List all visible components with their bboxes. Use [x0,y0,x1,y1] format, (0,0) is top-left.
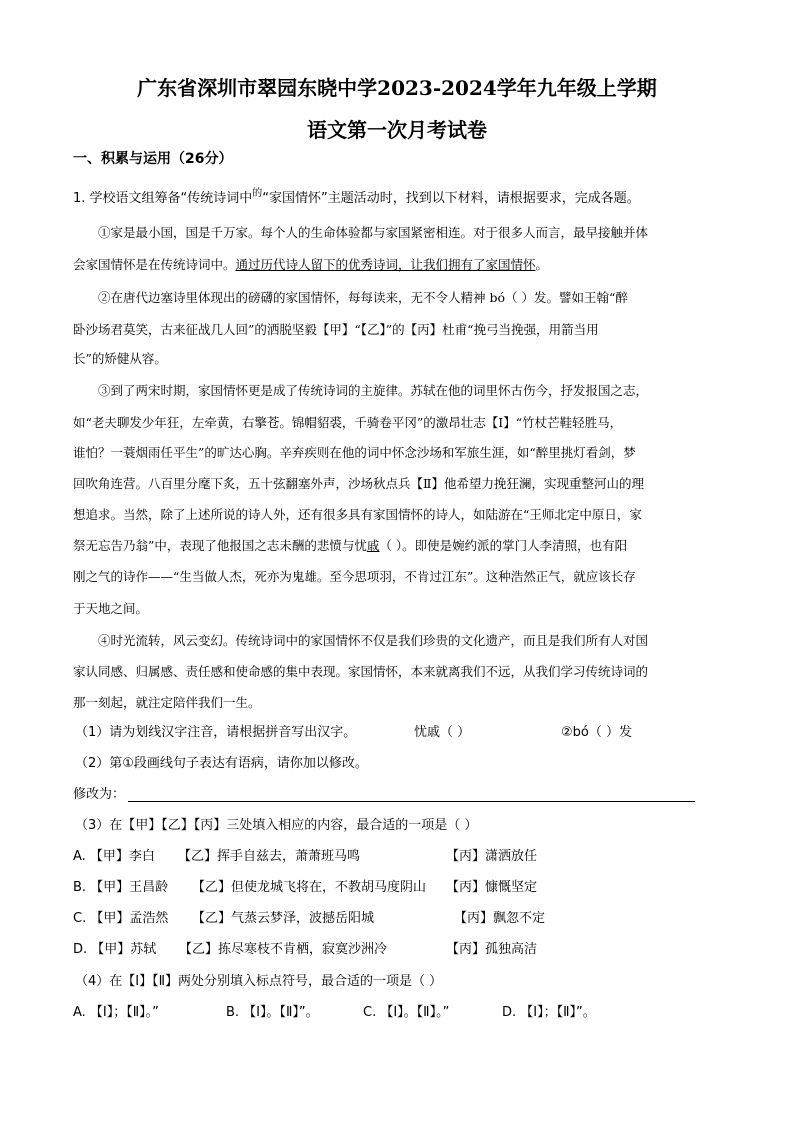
subq3-option-c-yi: 【乙】气蒸云梦泽，波撼岳阳城 [192,911,375,926]
para3-line4: 回吹角连营。八百里分麾下炙，五十弦翻塞外声，沙场秋点兵【Ⅱ】他希望力挽狂澜，实现重整河山的理 [73,476,644,491]
para4-line2: 家认同感、归属感、责任感和使命感的集中表现。家国情怀，本来就离我们不远，从我们学习传统诗词的 [73,664,649,679]
para4-line1: ④时光流转，风云变幻。传统诗词中的家国情怀不仅是我们珍贵的文化遗产，而且是我们所有人对国 [98,633,649,648]
para3-line5: 想追求。当然，除了上述所说的诗人外，还有很多具有家国情怀的诗人，如陆游在“王师北定中原日，家 [73,507,642,522]
subq4-option-a[interactable]: A. 【Ⅰ】；【Ⅱ】。” [73,1005,159,1020]
subq3-option-b-label[interactable]: B. 【甲】王昌龄 [73,880,169,895]
para3-line1: ③到了两宋时期，家国情怀更是成了传统诗词的主旋律。苏轼在他的词里怀古伤今，抒发报国之志， [98,383,649,398]
subq3-option-a-bing: 【丙】潇洒放任 [446,849,538,864]
subq4-prompt: （4）在【Ⅰ】【Ⅱ】两处分别填入标点符号，最合适的一项是（ ） [75,974,443,989]
subq3-option-c-label[interactable]: C. 【甲】孟浩然 [73,911,169,926]
subq3-option-b-yi: 【乙】但使龙城飞将在，不教胡马度阴山 [192,880,427,895]
subq3-option-d-label[interactable]: D. 【甲】苏轼 [73,942,157,957]
para3-marked-char: 戚 [366,538,380,553]
subq4-option-d[interactable]: D. 【Ⅰ】；【Ⅱ】”。 [502,1005,596,1020]
para3-line2: 如“老夫聊发少年狂，左牵黄，右擎苍。锦帽貂裘，千骑卷平冈”的激昂壮志【Ⅰ】“竹杖芒鞋轻胜马， [73,415,623,430]
subq4-option-b[interactable]: B. 【Ⅰ】。【Ⅱ】”。 [226,1005,319,1020]
para2-line1: ②在唐代边塞诗里体现出的磅礴的家国情怀，每每读来，无不令人精神 bó（ ）发。譬如王翰“醉 [98,290,628,305]
para1-text: 会家国情怀是在传统诗词中。 [73,257,236,272]
question-1-intro [73,190,640,209]
para3-line7: 刚之气的诗作——“生当做人杰，死亦为鬼雄。至今思项羽，不肯过江东”。这种浩然正气，就应该长存 [73,569,636,584]
subq1-prompt: （1）请为划线汉字注音，请根据拼音写出汉字。 [75,725,357,740]
subq3-option-a-label[interactable]: A. 【甲】李白 [73,849,155,864]
subq2-answer-line[interactable] [128,801,695,802]
subq1-blank-b[interactable]: ②bó（ ）发 [561,725,632,740]
para3-line6 [73,537,627,555]
para1-underlined-sentence: 通过历代诗人留下的优秀诗词，让我们拥有了家国情怀 [235,257,536,272]
para2-line3: 长”的矫健从容。 [73,351,167,366]
subq3-option-d-yi: 【乙】拣尽寒枝不肯栖，寂寞沙洲冷 [179,942,388,957]
subq2-prompt: （2）第①段画线句子表达有语病，请你加以修改。 [75,756,368,771]
intro-text-b: “家国情怀”主题活动时，找到以下材料，请根据要求，完成各题。 [262,191,640,206]
subq3-option-a-yi: 【乙】挥手自兹去，萧萧班马鸣 [178,849,361,864]
para1-period: 。 [535,257,549,272]
para3-text-a: 祭无忘告乃翁”中，表现了他报国之志未酬的悲愤与忧 [73,538,367,553]
subq3-option-c-bing: 【丙】飘忽不定 [454,911,546,926]
para3-line8: 于天地之间。 [73,601,149,616]
para1-line2 [73,256,548,274]
subq1-blank-a[interactable]: 忧戚（ ） [414,725,471,740]
para1-line1: ①家是最小国，国是千万家。每个人的生命体验都与家国紧密相连。对于很多人而言，最早接触并体 [98,225,649,240]
subq4-option-c[interactable]: C. 【Ⅰ】。【Ⅱ】。” [363,1005,450,1020]
subq3-prompt: （3）在【甲】【乙】【丙】三处填入相应的内容，最合适的一项是（ ） [75,818,478,833]
subq3-option-d-bing: 【丙】孤独高洁 [446,942,538,957]
intro-text-a: 1. 学校语文组筹备“传统诗词中 [73,191,253,206]
subq3-option-b-bing: 【丙】慷慨坚定 [446,880,538,895]
para2-line2: 卧沙场君莫笑，古来征战几人回”的洒脱坚毅【甲】“【乙】”的【丙】杜甫“挽弓当挽强，用箭当用 [73,322,599,337]
exam-title-line1: 广东省深圳市翠园东晓中学2023-2024学年九年级上学期 [137,76,657,100]
exam-title-line2: 语文第一次月考试卷 [307,118,487,142]
section-heading: 一、积累与运用（26分） [73,151,233,167]
para3-text-b: （ ）。即使是婉约派的掌门人李清照，也有阳 [379,538,628,553]
para3-line3: 谁怕？一蓑烟雨任平生”的旷达心胸。辛弃疾则在他的词中怀念沙场和军旅生涯，如“醉里挑灯看剑，梦 [73,445,636,460]
subq2-answer-label: 修改为： [73,787,126,802]
intro-superscript: 的 [252,188,263,199]
para4-line3: 那一刻起，就注定陪伴我们一生。 [73,695,261,710]
